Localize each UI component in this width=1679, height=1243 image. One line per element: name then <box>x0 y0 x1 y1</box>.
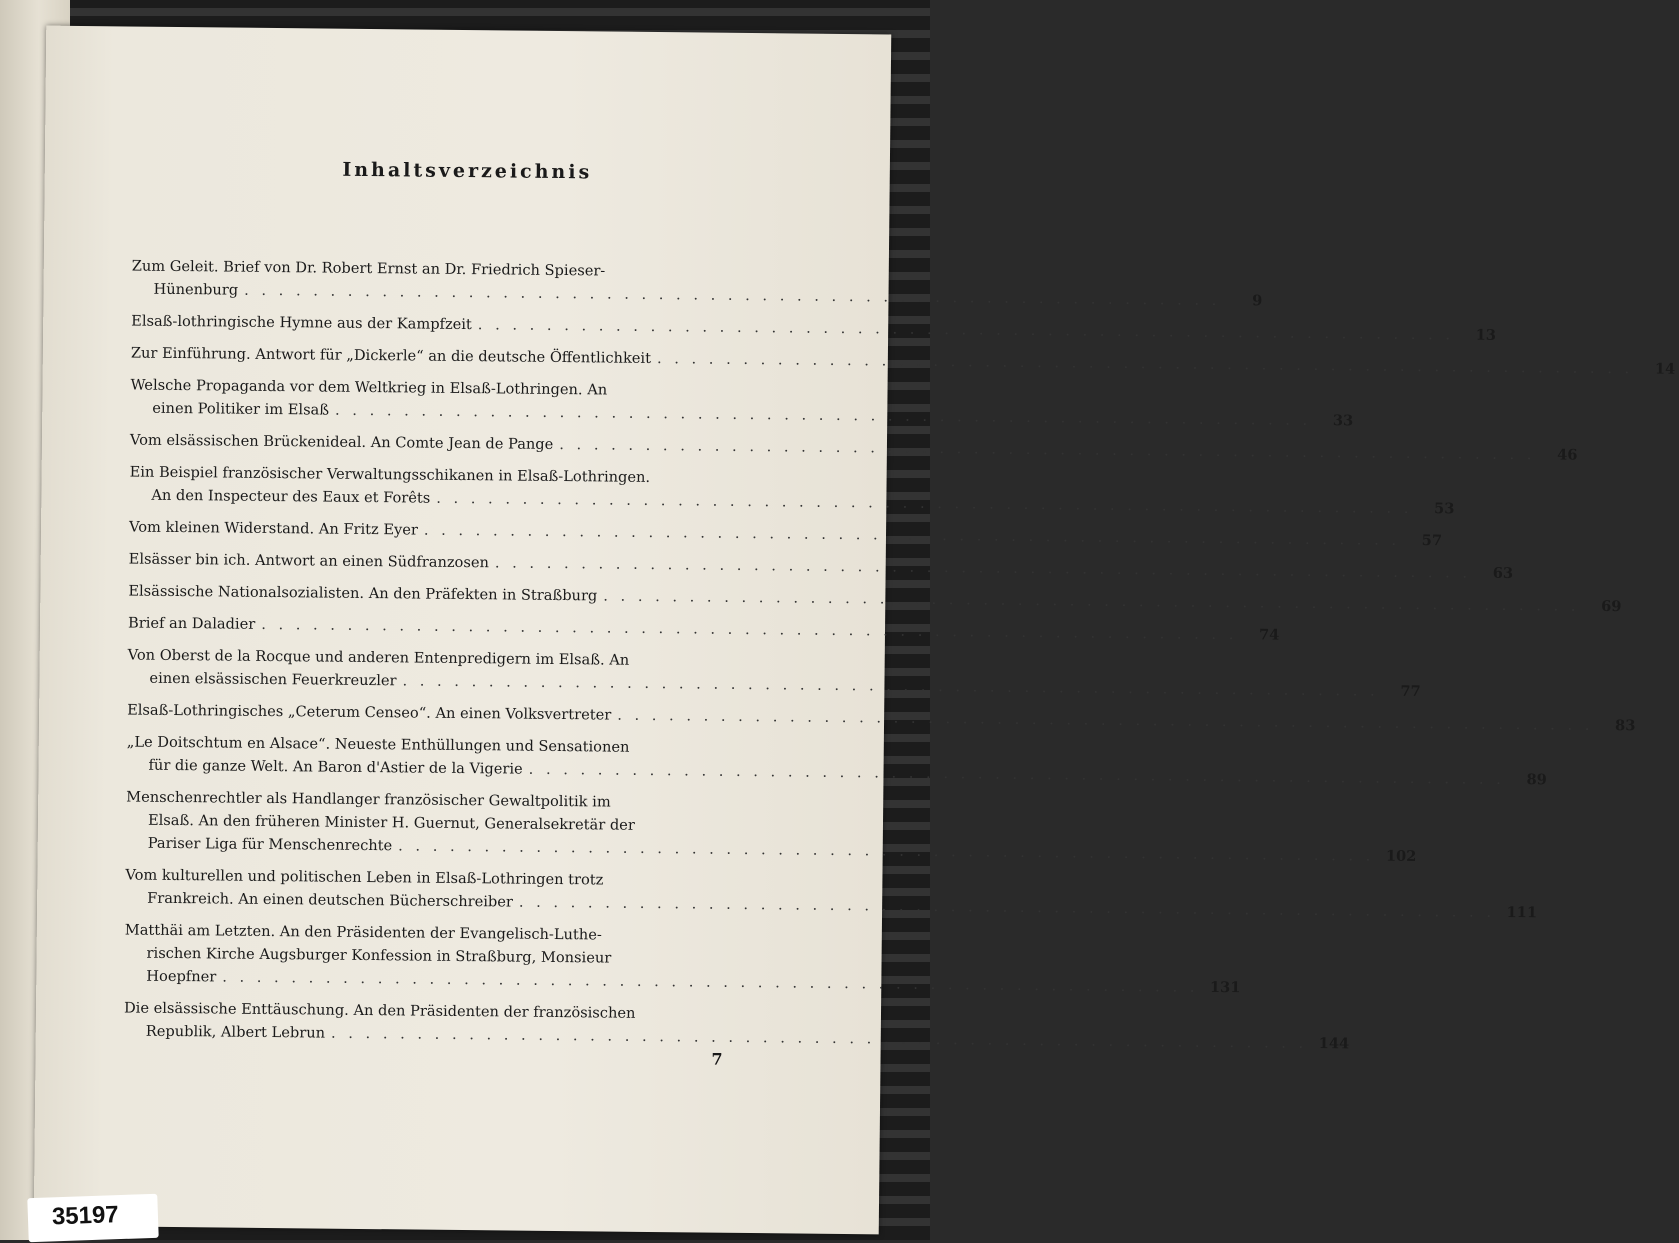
toc-page-number: 69 <box>1601 597 1622 616</box>
toc-entry <box>131 255 1263 310</box>
toc-entry <box>127 611 1280 644</box>
toc-entry-text: Matthäi am Letzten. An den Präsidenten der Evangelisch-Luthe- <box>124 921 602 944</box>
toc-entry-line <box>127 698 1636 735</box>
toc-entry <box>126 730 1547 789</box>
toc-entry-line <box>128 548 1514 582</box>
toc-entry-text: Elsässische Nationalsozialisten. An den Präfekten in Straßburg <box>128 582 598 605</box>
toc-entry-text: Von Oberst de la Rocque und anderen Entenpredigern im Elsaß. An <box>127 646 630 669</box>
toc-entry <box>130 342 1676 378</box>
toc-entry <box>128 516 1443 550</box>
page-title: Inhaltsverzeichnis <box>342 158 593 184</box>
toc-entry-text: Brief an Daladier <box>127 614 256 633</box>
dot-leader: . . . . . . . . . . . . . . . . . . . . . . . . . . . . . . . . . . . . . . . . . . . . . . . . . . . . . . . . . <box>261 615 1238 644</box>
toc-entry-text: Hoepfner <box>146 967 217 986</box>
toc-entry-text: Ein Beispiel französischer Verwaltungsschikanen in Elsaß-Lothringen. <box>129 463 651 486</box>
dot-leader: . . . . . . . . . . . . . . . . . . . . . . . . . . . . . . . . . . . . . . . . . . . . . . . . . . . . . . . . . <box>334 401 1312 429</box>
toc-entry-line <box>128 516 1443 550</box>
toc-page-number: 53 <box>1434 500 1455 518</box>
toc-page-number: 111 <box>1506 903 1538 922</box>
toc-entry-line <box>131 310 1497 344</box>
toc-entry-line <box>130 342 1676 378</box>
toc-entry-text: „Le Doitschtum en Alsace“. Neueste Enthüllungen und Sensationen <box>126 733 630 756</box>
toc-page-number: 77 <box>1400 682 1421 701</box>
toc-entry-line <box>128 579 1622 616</box>
library-sticker-number: 35197 <box>51 1201 120 1231</box>
toc-page-number: 83 <box>1615 717 1636 735</box>
toc-entry-text: Vom kulturellen und politischen Leben in Elsaß-Lothringen trotz <box>125 866 604 889</box>
toc-entry-text: Republik, Albert Lebrun <box>145 1022 326 1042</box>
dot-leader: . . . . . . . . . . . . . . . . . . . . . . . . . . . . . . . . . . . . . . . . . . . . . . . . . . . . . . . . . <box>617 706 1594 734</box>
toc-entry-text: Zum Geleit. Brief von Dr. Robert Ernst an Dr. Friedrich Spieser- <box>131 257 606 280</box>
book-page <box>34 26 1676 1235</box>
toc-entry-text: Menschenrechtler als Handlanger französischer Gewaltpolitik im <box>126 788 611 811</box>
toc-entry-text: Elsaß-lothringische Hymne aus der Kampfzeit <box>131 312 472 334</box>
toc-entry <box>123 996 1350 1053</box>
toc-page-number: 14 <box>1654 360 1676 378</box>
dot-leader: . . . . . . . . . . . . . . . . . . . . . . . . . . . . . . . . . . . . . . . . . . . . . . . . . . . . . . . . . <box>244 281 1221 309</box>
toc-entry-text: Zur Einführung. Antwort für „Dickerle“ an die deutsche Öffentlichkeit <box>130 344 652 367</box>
table-of-contents <box>123 255 1676 1058</box>
toc-entry <box>124 918 1241 997</box>
toc-entry <box>131 310 1497 344</box>
dot-leader: . . . . . . . . . . . . . . . . . . . . . . . . . . . . . . . . . . . . . . . . . . . . . . . . . . . . . . . . . <box>423 521 1401 549</box>
toc-entry <box>127 643 1421 701</box>
toc-entry-line <box>127 611 1280 644</box>
dot-leader: . . . . . . . . . . . . . . . . . . . . . . . . . . . . . . . . . . . . . . . . . . . . . . . . . . . . . . . . . <box>402 672 1379 700</box>
toc-entry-text: Welsche Propaganda vor dem Weltkrieg in Elsaß-Lothringen. An <box>130 376 608 399</box>
dot-leader: . . . . . . . . . . . . . . . . . . . . . . . . . . . . . . . . . . . . . . . . . . . . . . . . . . . . . . . . . <box>528 760 1505 788</box>
toc-entry <box>125 863 1538 922</box>
toc-page-number: 74 <box>1258 626 1280 644</box>
toc-entry <box>127 698 1636 735</box>
toc-page-number: 144 <box>1318 1034 1350 1053</box>
toc-entry-text: Elsaß-Lothringisches „Ceterum Censeo“. An einen Volksvertreter <box>127 701 612 724</box>
toc-entry <box>130 374 1354 430</box>
toc-entry-text: Frankreich. An einen deutschen Bücherschreiber <box>147 889 513 911</box>
toc-page-number: 33 <box>1332 412 1354 430</box>
toc-entry-text: Vom kleinen Widerstand. An Fritz Eyer <box>128 518 418 539</box>
toc-entry <box>128 579 1622 616</box>
toc-entry-text: Elsaß. An den früheren Minister H. Guernut, Generalsekretär der <box>147 811 635 834</box>
dot-leader: . . . . . . . . . . . . . . . . . . . . . . . . . . . . . . . . . . . . . . . . . . . . . . . . . . . . . . . . . <box>559 436 1536 464</box>
toc-entry-text: Die elsässische Enttäuschung. An den Präsidenten der französischen <box>123 999 636 1022</box>
toc-page-number: 89 <box>1526 771 1547 789</box>
toc-page-number: 13 <box>1475 326 1497 344</box>
toc-page-number: 46 <box>1557 446 1578 464</box>
toc-entry <box>128 548 1514 582</box>
toc-entry-text: rischen Kirche Augsburger Konfession in Straßburg, Monsieur <box>146 944 612 967</box>
toc-page-number: 63 <box>1492 564 1514 582</box>
toc-page-number: 9 <box>1252 292 1263 310</box>
toc-entry-text: einen elsässischen Feuerkreuzler <box>149 669 397 690</box>
dot-leader: . . . . . . . . . . . . . . . . . . . . . . . . . . . . . . . . . . . . . . . . . . . . . . . . . . . . . . . . . <box>398 837 1375 865</box>
dot-leader: . . . . . . . . . . . . . . . . . . . . . . . . . . . . . . . . . . . . . . . . . . . . . . . . . . . . . . . . . <box>477 316 1455 344</box>
page-number: 7 <box>711 1049 723 1069</box>
toc-entry-text: An den Inspecteur des Eaux et Forêts <box>151 486 431 507</box>
toc-entry-text: einen Politiker im Elsaß <box>152 399 330 419</box>
toc-entry-line <box>129 429 1578 464</box>
dot-leader: . . . . . . . . . . . . . . . . . . . . . . . . . . . . . . . . . . . . . . . . . . . . . . . . . . . . . . . . . <box>603 587 1580 615</box>
toc-page-number: 102 <box>1385 847 1417 866</box>
dot-leader: . . . . . . . . . . . . . . . . . . . . . . . . . . . . . . . . . . . . . . . . . . . . . . . . . . . . . . . . . <box>436 489 1413 517</box>
dot-leader: . . . . . . . . . . . . . . . . . . . . . . . . . . . . . . . . . . . . . . . . . . . . . . . . . . . . . . . . . <box>518 893 1496 921</box>
toc-entry-text: Vom elsässischen Brückenideal. An Comte Jean de Pange <box>129 431 554 453</box>
toc-page-number: 57 <box>1421 532 1443 550</box>
toc-entry-text: Elsässer bin ich. Antwort an einen Südfranzosen <box>128 550 489 572</box>
toc-page-number: 131 <box>1209 978 1241 997</box>
toc-entry-text: für die ganze Welt. An Baron d'Astier de la Vigerie <box>148 756 523 778</box>
library-sticker <box>27 1194 158 1243</box>
toc-entry <box>129 429 1578 464</box>
dot-leader: . . . . . . . . . . . . . . . . . . . . . . . . . . . . . . . . . . . . . . . . . . . . . . . . . . . . . . . . . <box>222 968 1199 996</box>
dot-leader: . . . . . . . . . . . . . . . . . . . . . . . . . . . . . . . . . . . . . . . . . . . . . . . . . . . . . . . . . <box>494 554 1472 582</box>
dot-leader: . . . . . . . . . . . . . . . . . . . . . . . . . . . . . . . . . . . . . . . . . . . . . . . . . . . . . . . . . <box>656 350 1634 378</box>
toc-entry-text: Hünenburg <box>153 280 239 299</box>
toc-entry <box>129 461 1455 518</box>
toc-entry-text: Pariser Liga für Menschenrechte <box>147 834 393 855</box>
dot-leader: . . . . . . . . . . . . . . . . . . . . . . . . . . . . . . . . . . . . . . . . . . . . . . . . . . . . . . . . . <box>330 1024 1308 1052</box>
toc-entry <box>126 785 1417 866</box>
